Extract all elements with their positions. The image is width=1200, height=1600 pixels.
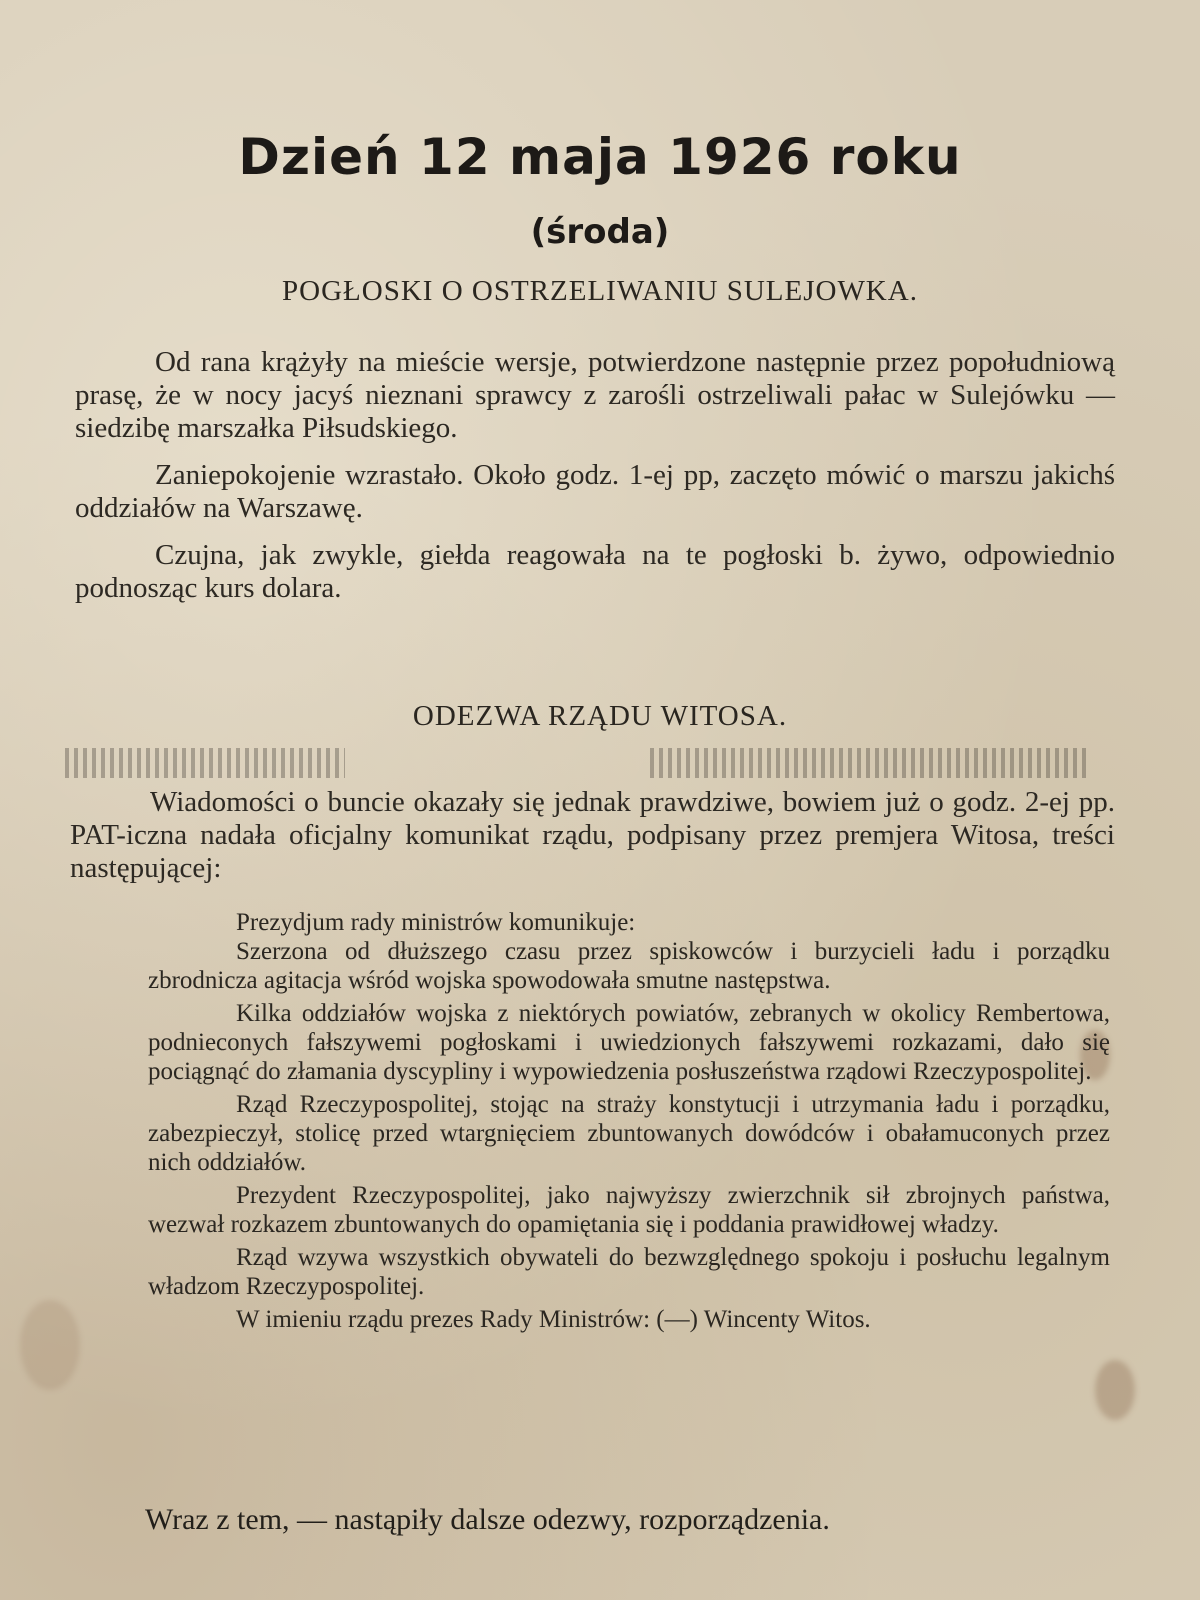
weekday-subtitle: (środa): [530, 212, 670, 252]
ink-smudge: [650, 748, 1090, 778]
ink-smudge: [65, 748, 345, 778]
closing-line: Wraz z tem, — nastąpiły dalsze odezwy, rozporządzenia.: [145, 1503, 830, 1536]
communique-paragraph: Rząd wzywa wszystkich obywateli do bezwzględnego spokoju i posłuchu legalnym władzom Rzeczypospolitej.: [148, 1244, 1110, 1300]
section-heading-rumors: POGŁOSKI O OSTRZELIWANIU SULEJOWKA.: [282, 275, 918, 307]
section-heading-proclamation: ODEZWA RZĄDU WITOSA.: [412, 700, 788, 732]
paragraph: Wiadomości o buncie okazały się jednak prawdziwe, bowiem już o godz. 2-ej pp. PAT-iczna nadała oficjalny komunikat rządu, podpisany przez premjera Witosa, treści następującej:: [70, 786, 1115, 884]
communique-signature: W imieniu rządu prezes Rady Ministrów: (—) Wincenty Witos.: [236, 1306, 871, 1333]
section-body-proclamation: [70, 786, 1115, 899]
communique-lead: Prezydjum rady ministrów komunikuje:: [236, 909, 636, 936]
government-communique: [148, 908, 1110, 1338]
page-title: Dzień 12 maja 1926 roku: [238, 128, 962, 186]
communique-paragraph: Kilka oddziałów wojska z niektórych powiatów, zebranych w okolicy Rembertowa, podnieconych fałszywemi pogłoskami i uwiedzionych fałszywemi rozkazami, dało się pociągnąć do złamania dyscypliny i wypowiedzenia posłuszeństwa rządowi Rzeczypospolitej.: [148, 1000, 1110, 1085]
paragraph: Od rana krążyły na mieście wersje, potwierdzone następnie przez popołudniową prasę, że w nocy jacyś nieznani sprawcy z zarośli ostrzeliwali pałac w Sulejówku — siedzibę marszałka Piłsudskiego.: [75, 346, 1115, 444]
paragraph: Zaniepokojenie wzrastało. Około godz. 1-ej pp, zaczęto mówić o marszu jakichś oddziałów na Warszawę.: [75, 459, 1115, 524]
communique-paragraph: Rząd Rzeczypospolitej, stojąc na straży konstytucji i utrzymania ładu i porządku, zabezpieczył, stolicę przed wtargnięciem zbuntowanych dowódców i obałamuconych przez nich oddziałów.: [148, 1091, 1110, 1176]
communique-paragraph: Prezydent Rzeczypospolitej, jako najwyższy zwierzchnik sił zbrojnych państwa, wezwał rozkazem zbuntowanych do opamiętania się i poddania prawidłowej władzy.: [148, 1182, 1110, 1238]
communique-paragraph: Szerzona od dłuższego czasu przez spiskowców i burzycieli ładu i porządku zbrodnicza agitacja wśród wojska spowodowała smutne następstwa.: [148, 938, 1110, 994]
paragraph: Czujna, jak zwykle, giełda reagowała na te pogłoski b. żywo, odpowiednio podnosząc kurs dolara.: [75, 539, 1115, 604]
section-body-rumors: [75, 346, 1115, 619]
